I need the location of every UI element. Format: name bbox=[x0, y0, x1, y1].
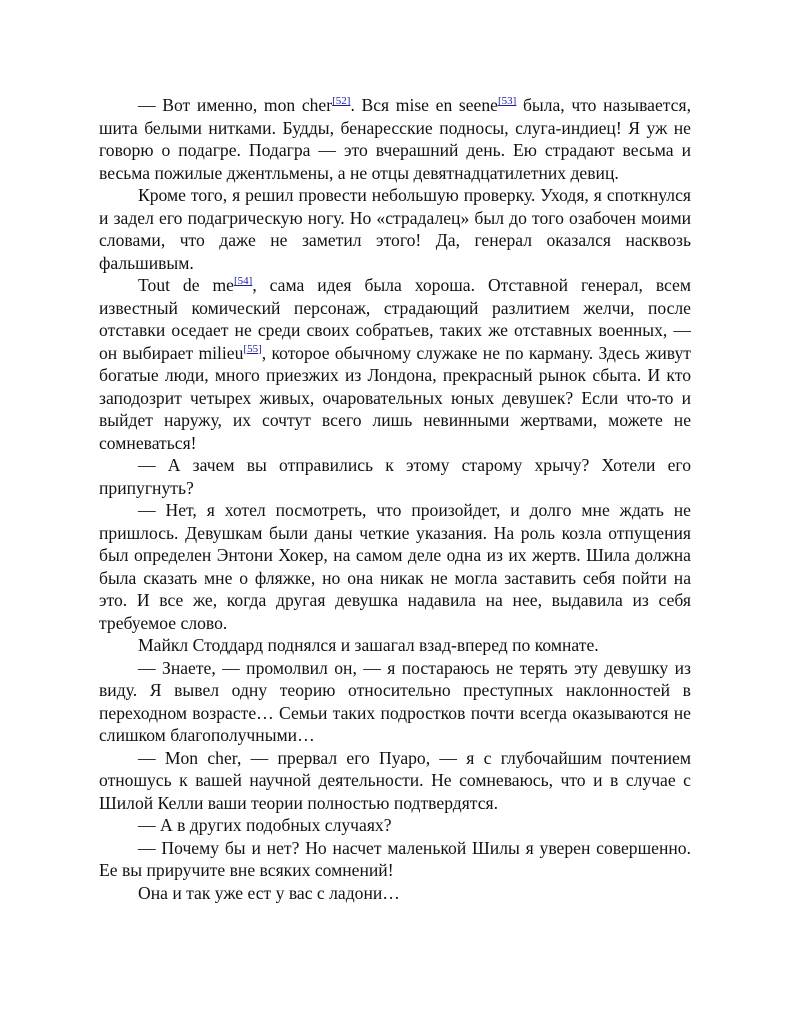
text-run: , которое обычному служаке не по карману. Здесь живут богатые люди, много приезжих из Лондона, прекрасный рынок сбыта. И кто заподозрит четырех живых, очаровательных юных девушек? Если что-то и выйдет наружу, их сочтут всего лишь невинными жертвами, можете не сомневаться! bbox=[99, 342, 691, 453]
text-run: . Вся mise en seene bbox=[350, 95, 498, 115]
text-run: Tout de me bbox=[138, 275, 234, 295]
text-run: — Нет, я хотел посмотреть, что произойдет, и долго мне ждать не пришлось. Девушкам были даны четкие указания. На роль козла отпущения был определен Энтони Хокер, на самом деле одна из их жертв. Шила должна была сказать мне о фляжке, но она никак не могла заставить себя пойти на это. И все же, когда другая девушка надавила на нее, выдавила из себя требуемое слово. bbox=[99, 500, 691, 633]
paragraph-5 bbox=[99, 499, 691, 634]
footnote-link-55[interactable]: [55] bbox=[243, 342, 262, 355]
paragraph-10 bbox=[99, 837, 691, 882]
footnote-link-53[interactable]: [53] bbox=[497, 95, 517, 107]
paragraph-7 bbox=[99, 657, 691, 747]
text-run: — Mon cher, — прервал его Пуаро, — я с глубочайшим почтением отношусь к вашей научной деятельности. Не сомневаюсь, что и в случае с Шилой Келли ваши теории полностью подтвердятся. bbox=[99, 747, 691, 813]
document-page bbox=[99, 94, 691, 904]
paragraph-4 bbox=[99, 454, 691, 499]
paragraph-6 bbox=[99, 634, 691, 657]
paragraph-3 bbox=[99, 274, 691, 454]
paragraph-1 bbox=[99, 94, 691, 184]
text-run: — А в других подобных случаях? bbox=[138, 815, 392, 835]
text-run: была, что называется, шита белыми нитками. Будды, бенаресские подносы, слуга-индиец! Я уж не говорю о подагре. Подагра — это вчерашний день. Ею страдают весьма и весьма пожилые джентльмены, а не отцы девятнадцатилетних девиц. bbox=[99, 95, 691, 183]
footnote-ref-54 bbox=[234, 275, 252, 287]
text-run: Майкл Стоддард поднялся и зашагал взад-вперед по комнате. bbox=[138, 635, 599, 655]
paragraph-2 bbox=[99, 184, 691, 274]
text-run: — Знаете, — промолвил он, — я постараюсь не терять эту девушку из виду. Я вывел одну теорию относительно преступных наклонностей в переходном возрасте… Семьи таких подростков почти всегда оказываются не слишком благополучными… bbox=[99, 657, 691, 745]
text-run: , сама идея была хороша. Отставной генерал, всем известный комический персонаж, страдающий разлитием желчи, после отставки оседает не среди своих собратьев, таких же отставных военных, — он выбирает milieu bbox=[99, 275, 692, 363]
footnote-link-52[interactable]: [52] bbox=[332, 95, 351, 107]
paragraph-9 bbox=[99, 814, 691, 837]
footnote-link-54[interactable]: [54] bbox=[233, 275, 253, 287]
footnote-ref-52 bbox=[332, 95, 350, 107]
footnote-ref-55 bbox=[243, 343, 261, 355]
text-run: Она и так уже ест у вас с ладони… bbox=[138, 882, 400, 903]
text-run: — Вот именно, mon cher bbox=[138, 95, 333, 115]
footnote-ref-53 bbox=[498, 95, 516, 107]
paragraph-11 bbox=[99, 882, 691, 905]
text-run: Кроме того, я решил провести небольшую проверку. Уходя, я споткнулся и задел его подагрическую ногу. Но «страдалец» был до того озабочен моими словами, что даже не заметил этого! Да, генерал оказался насквозь фальшивым. bbox=[99, 185, 691, 273]
paragraph-8 bbox=[99, 747, 691, 815]
text-run: — Почему бы и нет? Но насчет маленькой Шилы я уверен совершенно. Ее вы приручите вне всяких сомнений! bbox=[99, 837, 691, 880]
text-run: — А зачем вы отправились к этому старому хрычу? Хотели его припугнуть? bbox=[99, 455, 691, 498]
